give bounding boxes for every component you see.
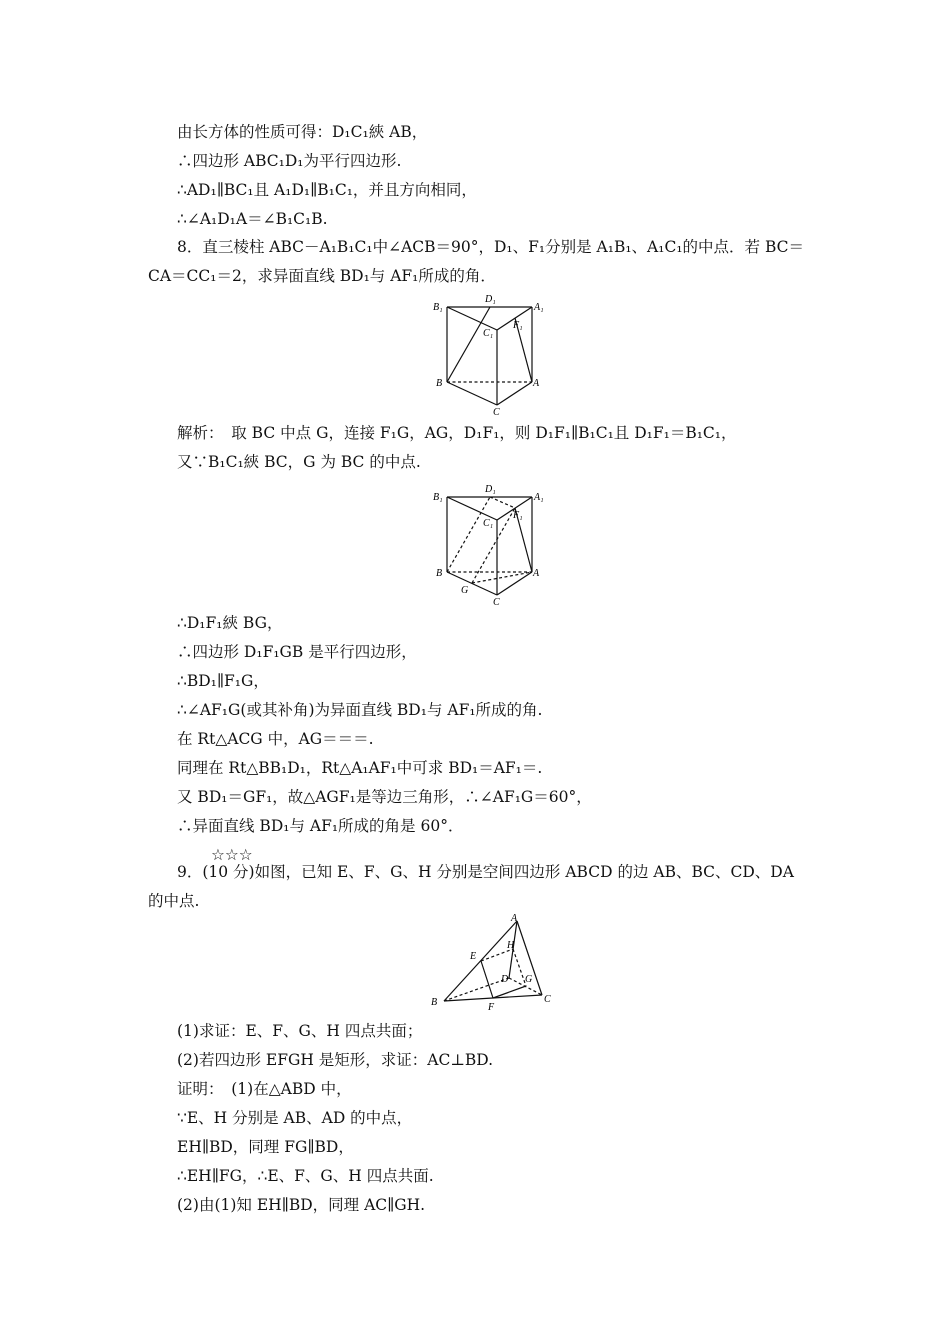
label-C: C (493, 597, 500, 608)
prism-figure (430, 290, 560, 420)
question-8: 8．直三棱柱 ABC－A₁B₁C₁中∠ACB＝90°，D₁、F₁分别是 A₁B₁、A₁C₁的中点．若 BC＝CA＝CC₁＝2，求异面直线 BD₁与 AF₁所成的角． (148, 238, 805, 285)
label-A: A (533, 568, 540, 579)
label-D1: D₁ (485, 294, 496, 305)
text-line: 解析： 取 BC 中点 G，连接 F₁G，AG，D₁F₁，则 D₁F₁∥B₁C₁且 D₁F₁＝B₁C₁， (177, 424, 737, 442)
label-G: G (461, 585, 469, 596)
text-line: ∵E、H 分别是 AB、AD 的中点， (177, 1109, 413, 1127)
label-A1: A₁ (534, 302, 544, 313)
text-line: ∴四边形 D₁F₁GB 是平行四边形， (177, 643, 417, 661)
text-line: ∴∠AF₁G(或其补角)为异面直线 BD₁与 AF₁所成的角. (177, 701, 543, 719)
text-line: 由长方体的性质可得：D₁C₁綊 AB， (177, 123, 428, 141)
text-line: 在 Rt△ACG 中，AG＝＝＝. (177, 730, 374, 748)
text-line: (1)求证：E、F、G、H 四点共面； (177, 1022, 423, 1040)
text-line: (2)若四边形 EFGH 是矩形，求证：AC⊥BD. (177, 1051, 494, 1069)
prism-figure-with-g (430, 480, 560, 610)
text-line: 又∵B₁C₁綊 BC，G 为 BC 的中点. (177, 453, 421, 471)
text-line: 同理在 Rt△BB₁D₁，Rt△A₁AF₁中可求 BD₁＝AF₁＝. (177, 759, 543, 777)
text-line: 又 BD₁＝GF₁，故△AGF₁是等边三角形，∴∠AF₁G＝60°， (177, 788, 592, 806)
text-line: (2)由(1)知 EH∥BD，同理 AC∥GH. (177, 1196, 426, 1214)
text-line: ∴D₁F₁綊 BG， (177, 614, 283, 632)
label-F1: F₁ (513, 510, 523, 521)
label-D: D (501, 974, 509, 985)
stars-divider: ☆☆☆ (211, 846, 253, 864)
text-line: ∴异面直线 BD₁与 AF₁所成的角是 60°． (177, 817, 464, 835)
label-B1: B₁ (433, 492, 443, 503)
text-line: ∴∠A₁D₁A＝∠B₁C₁B. (177, 210, 328, 228)
question-9: 9．(10 分)如图，已知 E、F、G、H 分别是空间四边形 ABCD 的边 AB、BC、CD、DA 的中点. (148, 863, 794, 910)
label-C: C (493, 407, 500, 418)
text-line: ∴BD₁∥F₁G， (177, 672, 269, 690)
label-B: B (436, 568, 443, 579)
tetrahedron-figure (425, 912, 560, 1012)
label-C1: C₁ (483, 328, 494, 339)
label-B: B (431, 997, 438, 1008)
text-line: 证明： (1)在△ABD 中， (177, 1080, 352, 1098)
text-line: ∴四边形 ABC₁D₁为平行四边形. (177, 152, 402, 170)
label-B: B (436, 378, 443, 389)
label-F: F (488, 1002, 495, 1012)
label-A: A (511, 913, 518, 924)
text-line: ∴EH∥FG，∴E、F、G、H 四点共面. (177, 1167, 434, 1185)
label-F1: F₁ (513, 320, 523, 331)
label-G: G (525, 974, 533, 985)
label-H: H (507, 940, 515, 951)
label-C: C (544, 994, 551, 1005)
text-line: ∴AD₁∥BC₁且 A₁D₁∥B₁C₁，并且方向相同， (177, 181, 477, 199)
label-E: E (470, 951, 477, 962)
label-B1: B₁ (433, 302, 443, 313)
label-A: A (533, 378, 540, 389)
text-line: EH∥BD，同理 FG∥BD， (177, 1138, 354, 1156)
label-D1: D₁ (485, 484, 496, 495)
label-A1: A₁ (534, 492, 544, 503)
label-C1: C₁ (483, 518, 494, 529)
